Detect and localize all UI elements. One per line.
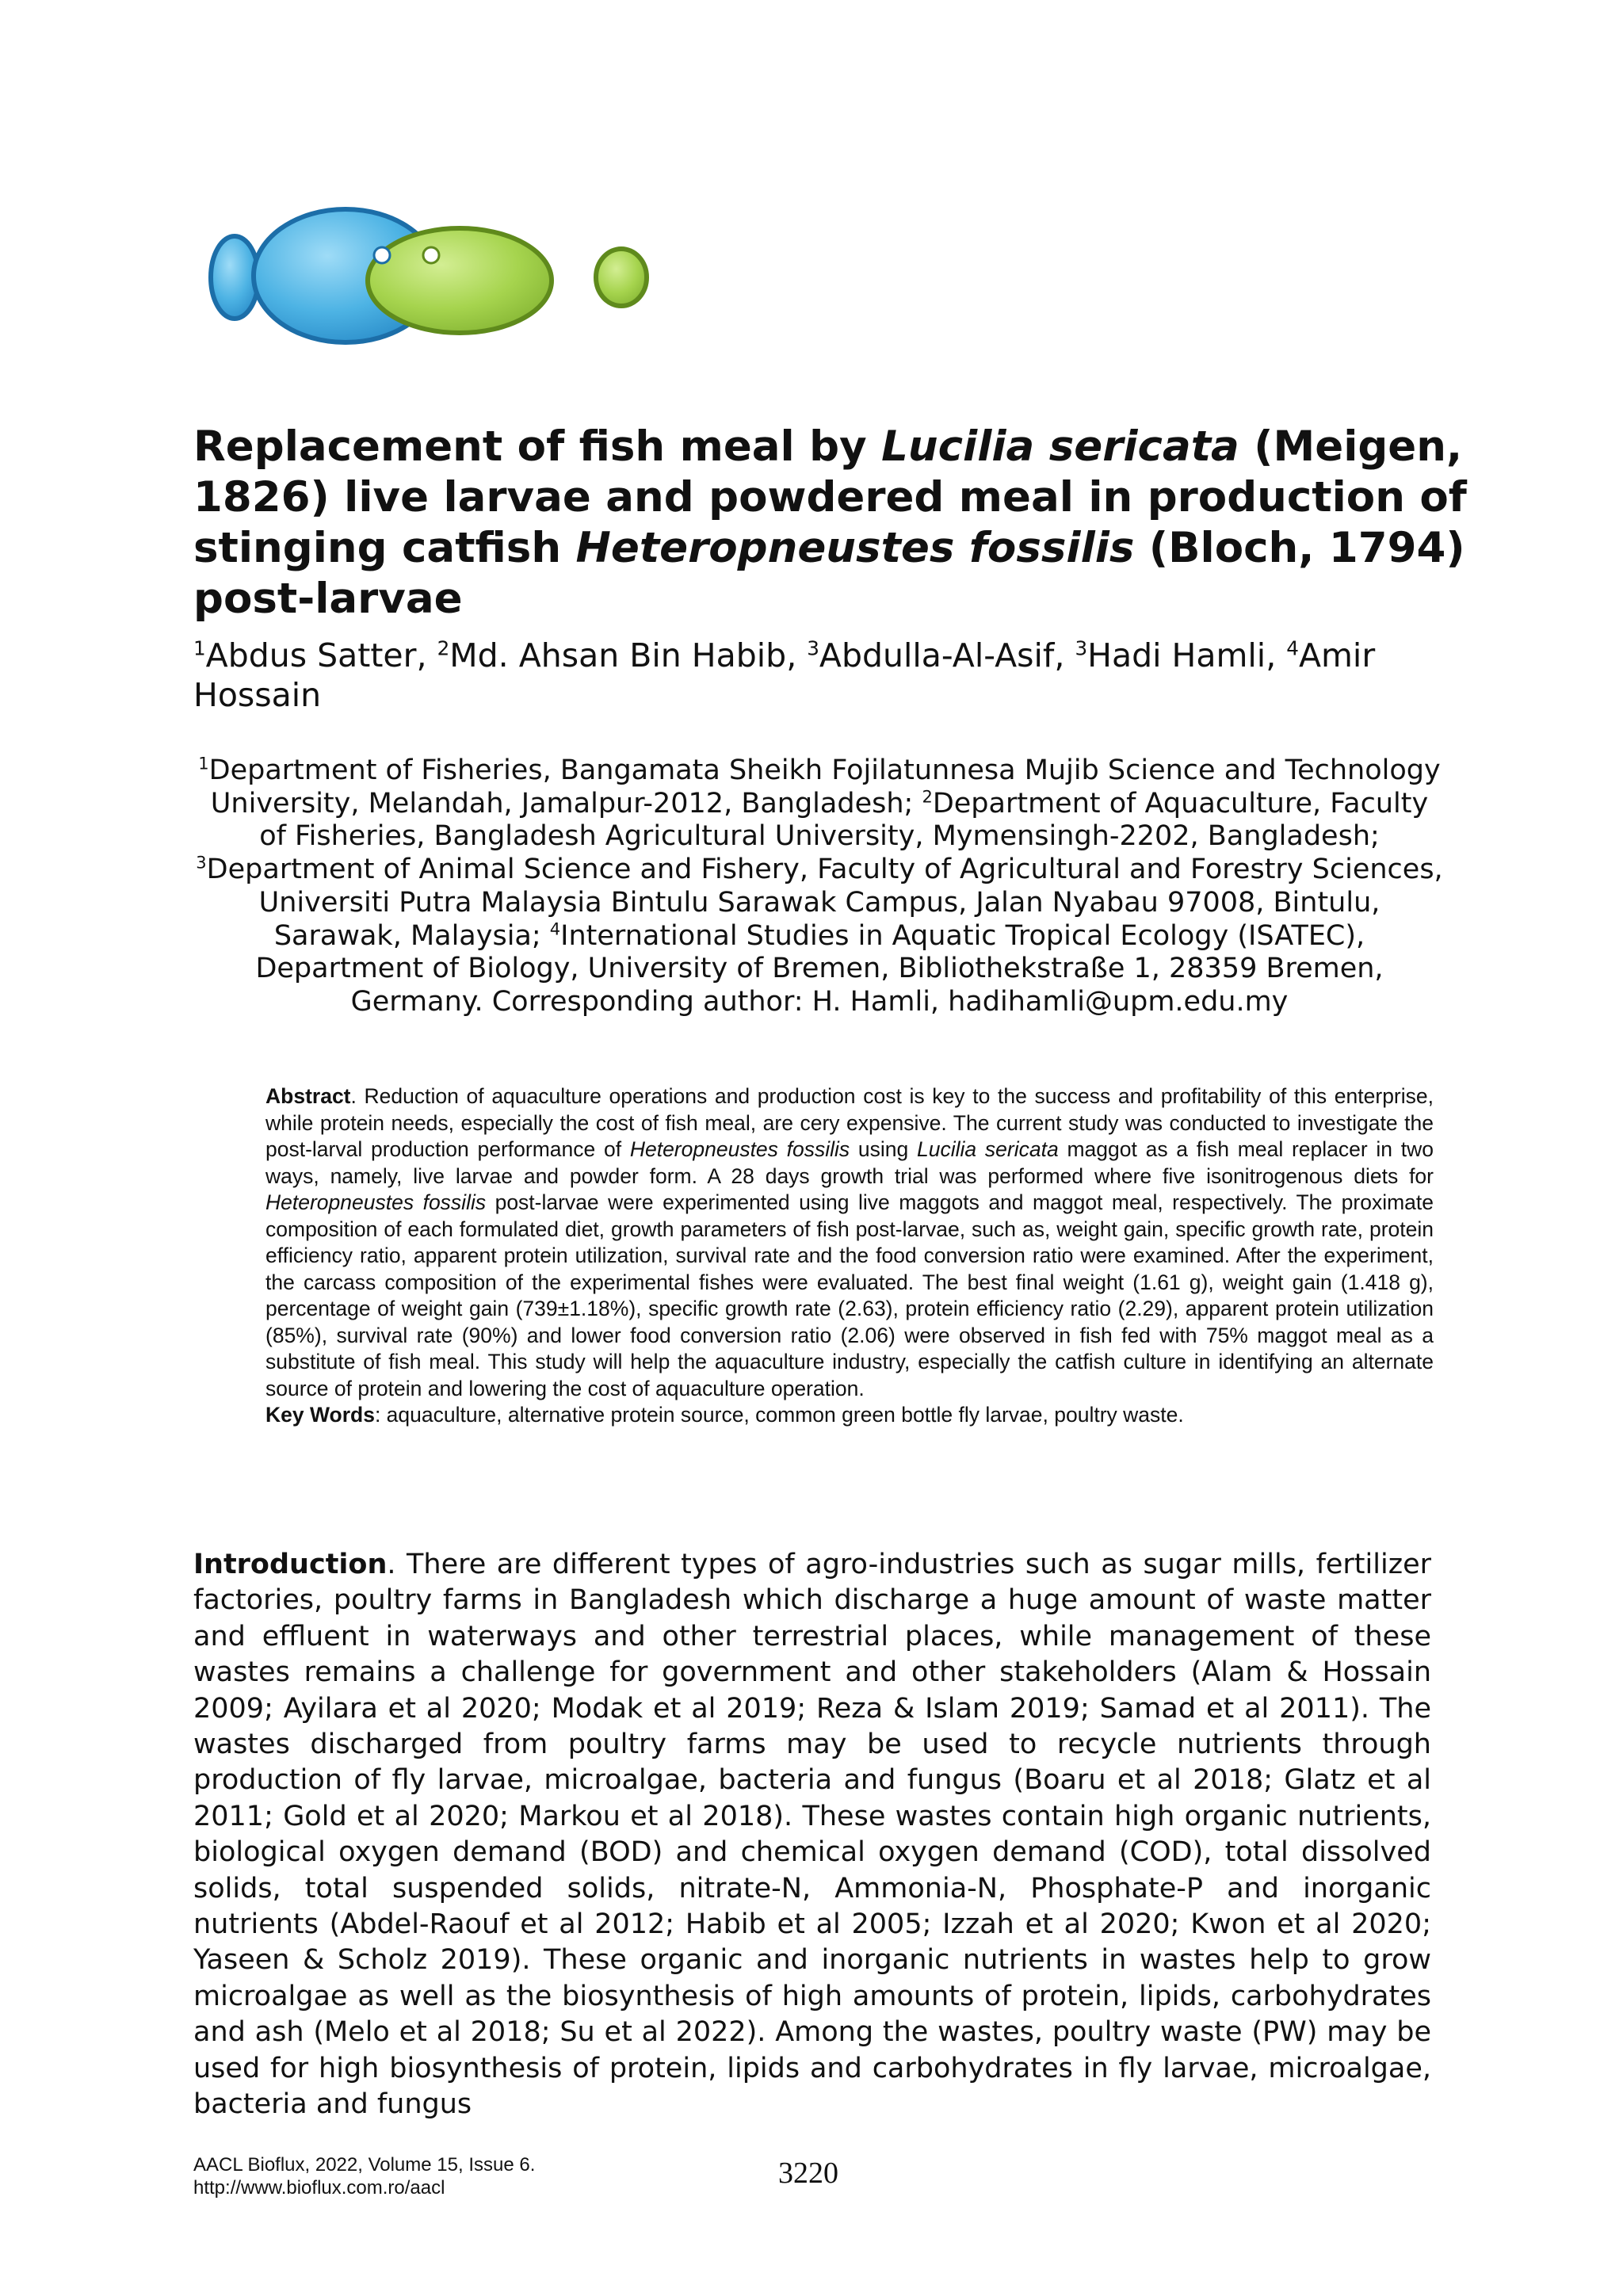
abstract-text: post-larvae were experimented using live maggots and maggot meal, respectively. The proximate composition of each formulated diet, growth parameters of fish post-larvae, such as, weight gain, specific growth rate, protein efficiency ratio, apparent protein utilization, survival rate and the food conversion ratio were examined. After the experiment, the carcass composition of the experimental fishes were evaluated. The best final weight (1.61 g), weight gain (1.418 g), percentage of weight gain (739±1.18%), specific growth rate (2.63), protein efficiency ratio (2.29), apparent protein utilization (85%), survival rate (90%) and lower food conversion ratio (2.06) were observed in fish fed with 75% maggot meal as a substitute of fish meal. This study will help the aquaculture industry, especially the catfish culture in identifying an alternate source of protein and lowering the cost of aquaculture operation. (265, 1190, 1434, 1400)
footer-url: http://www.bioflux.com.ro/aacl (193, 2177, 445, 2199)
author-name: Abdulla-Al-Asif (819, 636, 1055, 674)
abstract-label: Abstract (265, 1084, 351, 1108)
author-separator: , (1266, 636, 1287, 674)
author-name: Md. Ahsan Bin Habib (449, 636, 787, 674)
affiliation-text: Department of Aquaculture, Faculty of Fisheries, Bangladesh Agricultural University, Mymensingh-2202, Bangladesh; (259, 787, 1429, 853)
author-separator: , (1054, 636, 1075, 674)
title-part-2: (Meigen, 1826) live larvae and powdered meal in production of stinging catfish (193, 422, 1467, 572)
abstract-species: Heteropneustes fossilis (629, 1137, 850, 1161)
affiliation-text: Department of Animal Science and Fishery, Faculty of Agricultural and Forestry Sciences, Universiti Putra Malaysia Bintulu Sarawak Campus, Jalan Nyabau 97008, Bintulu, Sarawak, Malaysia; (206, 854, 1443, 952)
footer-journal: AACL Bioflux, 2022, Volume 15, Issue 6. (193, 2154, 536, 2176)
author-affiliation-number: 4 (1286, 636, 1299, 660)
abstract-text: maggot as a fish meal replacer in two ways, namely, live larvae and powder form. A 28 days growth trial was performed where five isonitrogenous diets for (265, 1137, 1434, 1188)
paper-title (193, 422, 1493, 625)
author-separator: , (786, 636, 808, 674)
keywords-label: Key Words (265, 1403, 375, 1427)
author (193, 636, 437, 674)
title-part-3: (Bloch, 1794) post-larvae (193, 524, 1465, 623)
title-species-1: Lucilia sericata (881, 422, 1239, 471)
author (1075, 636, 1286, 674)
affiliation-number: 4 (549, 919, 561, 938)
author-list (193, 636, 1493, 715)
author-name: Amir Hossain (193, 636, 1376, 714)
affiliation-number: 1 (198, 754, 209, 774)
author-name: Hadi Hamli (1087, 636, 1266, 674)
author-affiliation-number: 1 (193, 636, 206, 660)
abstract (265, 1083, 1434, 1429)
author-affiliation-number: 2 (437, 636, 450, 660)
introduction-label: Introduction (193, 1549, 388, 1580)
page-number: 3220 (778, 2157, 838, 2190)
abstract-text: using (850, 1137, 918, 1161)
abstract-text: . Reduction of aquaculture operations and production cost is key to the success and profitability of this enterprise, while protein needs, especially the cost of fish meal, are cery expensive. The current study was conducted to investigate the post-larval production performance of (265, 1084, 1434, 1161)
affiliation-number: 2 (922, 787, 933, 807)
affiliation-number: 3 (196, 853, 207, 873)
title-species-2: Heteropneustes fossilis (575, 524, 1135, 572)
abstract-species: Heteropneustes fossilis (265, 1190, 487, 1214)
keywords-text: : aquaculture, alternative protein source, common green bottle fly larvae, poultry waste. (374, 1403, 1184, 1427)
affiliation-text: International Studies in Aquatic Tropical Ecology (ISATEC), Department of Biology, University of Bremen, Bibliothekstraße 1, 28359 Bremen, Germany. Corresponding author: H. Hamli, hadihamli@upm.edu.my (255, 919, 1384, 1018)
author (807, 636, 1075, 674)
author-affiliation-number: 3 (1075, 636, 1088, 660)
author-name: Abdus Satter (205, 636, 417, 674)
abstract-paragraph (265, 1083, 1434, 1402)
abstract-species: Lucilia sericata (917, 1137, 1059, 1161)
title-part-1: Replacement of fish meal by (193, 422, 882, 471)
bioflux-logo (204, 197, 660, 355)
keywords-paragraph (265, 1402, 1434, 1429)
author (437, 636, 808, 674)
affiliations (193, 755, 1445, 1019)
affiliation-text: Department of Fisheries, Bangamata Sheikh Fojilatunnesa Mujib Science and Technology University, Melandah, Jamalpur-2012, Bangladesh; (208, 755, 1441, 819)
footer-citation (193, 2153, 535, 2199)
introduction-text: . There are different types of agro-industries such as sugar mills, fertilizer factories, poultry farms in Bangladesh which discharge a huge amount of waste matter and effluent in waterways and other terrestrial places, while management of these wastes remains a challenge for government and other stakeholders (Alam & Hossain 2009; Ayilara et al 2020; Modak et al 2019; Reza & Islam 2019; Samad et al 2011). The wastes discharged from poultry farms may be used to recycle nutrients through production of fly larvae, microalgae, bacteria and fungus (Boaru et al 2018; Glatz et al 2011; Gold et al 2020; Markou et al 2018). These wastes contain high organic nutrients, biological oxygen demand (BOD) and chemical oxygen demand (COD), total dissolved solids, total suspended solids, nitrate-N, Ammonia-N, Phosphate-P and inorganic nutrients (Abdel-Raouf et al 2012; Habib et al 2005; Izzah et al 2020; Kwon et al 2020; Yaseen & Scholz 2019). These organic and inorganic nutrients in wastes help to grow microalgae as well as the biosynthesis of high amounts of protein, lipids, carbohydrates and ash (Melo et al 2018; Su et al 2022). Among the wastes, poultry waste (PW) may be used for high biosynthesis of protein, lipids and carbohydrates in fly larvae, microalgae, bacteria and fungus (193, 1549, 1431, 2121)
author-separator: , (416, 636, 437, 674)
author-affiliation-number: 3 (807, 636, 819, 660)
introduction-paragraph (193, 1547, 1431, 2123)
